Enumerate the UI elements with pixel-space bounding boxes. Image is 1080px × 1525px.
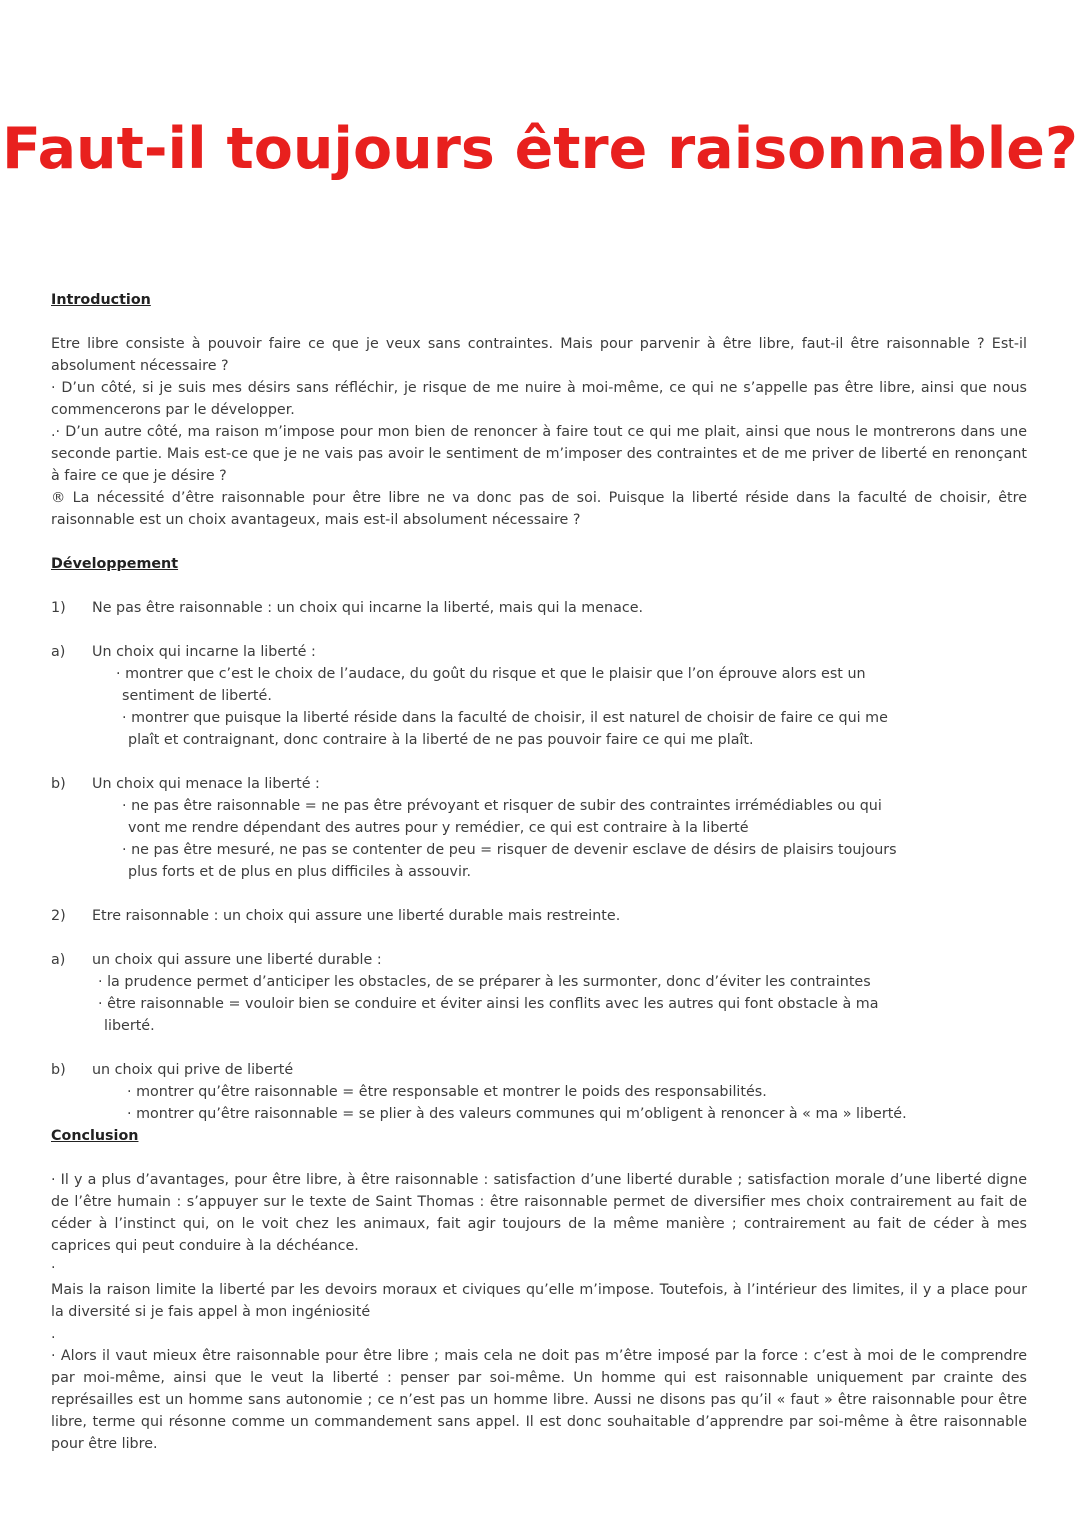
part-2a-heading: [51, 949, 1027, 971]
part-2b-heading: [51, 1059, 1027, 1081]
part-1b-number: b): [51, 776, 66, 792]
part-2a-text: un choix qui assure une liberté durable :: [92, 952, 382, 968]
part-1a-bullet-1: · montrer que c’est le choix de l’audace, du goût du risque et que le plaisir que l’on éprouve alors est un sentiment de liberté.: [116, 666, 866, 704]
part-2b-bullet-2: · montrer qu’être raisonnable = se plier à des valeurs communes qui m’obligent à renoncer à « ma » liberté.: [127, 1106, 907, 1122]
introduction-heading: Introduction: [51, 292, 151, 308]
part-2-number: 2): [51, 908, 66, 924]
part-1b-heading: [51, 773, 1027, 795]
document-body: [51, 289, 1027, 1455]
intro-paragraph-4: ® La nécessité d’être raisonnable pour être libre ne va donc pas de soi. Puisque la liberté réside dans la faculté de choisir, être raisonnable est un choix avantageux, mais est-il absolument nécessaire ?: [51, 490, 1027, 528]
conclusion-paragraph-1: · Il y a plus d’avantages, pour être libre, à être raisonnable : satisfaction d’une liberté durable ; satisfaction morale d’une liberté digne de l’être humain : s’appuyer sur le texte de Saint Thomas : être raisonnable permet de diversifier mes choix contrairement au fait de céder à l’instinct qui, on le voit chez les animaux, fait agir toujours de la même manière ; contrairement au fait de céder à mes caprices qui peut conduire à la déchéance.: [51, 1172, 1027, 1254]
part-1b-text: Un choix qui menace la liberté :: [92, 776, 320, 792]
part-2a-number: a): [51, 952, 66, 968]
page-title: Faut-il toujours être raisonnable?: [1, 116, 1078, 182]
part-1b-bullet-2: · ne pas être mesuré, ne pas se contenter de peu = risquer de devenir esclave de désirs de plaisirs toujours plus forts et de plus en plus difficiles à assouvir.: [122, 842, 897, 880]
intro-paragraph-1: Etre libre consiste à pouvoir faire ce que je veux sans contraintes. Mais pour parvenir à être libre, faut-il être raisonnable ? Est-il absolument nécessaire ?: [51, 336, 1027, 374]
development-heading: Développement: [51, 556, 179, 572]
part-1-heading: [51, 597, 1027, 619]
conclusion-separator-2: .: [51, 1326, 56, 1342]
part-1-number: 1): [51, 600, 66, 616]
conclusion-paragraph-3: · Alors il vaut mieux être raisonnable pour être libre ; mais cela ne doit pas m’être imposé par la force : c’est à moi de le comprendre par moi-même, ainsi que le veut la liberté : penser par soi-même. Un homme qui est raisonnable uniquement par crainte des représailles est un homme sans autonomie ; ce n’est pas un homme libre. Aussi ne disons pas qu’il « faut » être raisonnable pour être libre, terme qui résonne comme un commandement sans appel. Il est donc souhaitable d’apprendre par soi-même à être raisonnable pour être libre.: [51, 1348, 1027, 1452]
conclusion-separator-1: ·: [51, 1260, 56, 1276]
intro-paragraph-3: .· D’un autre côté, ma raison m’impose pour mon bien de renoncer à faire tout ce qui me plait, ainsi que nous le montrerons dans une seconde partie. Mais est-ce que je ne vais pas avoir le sentiment de m’imposer des contraintes et de me priver de liberté en renonçant à faire ce que je désire ?: [51, 424, 1027, 484]
part-1b-bullet-1: · ne pas être raisonnable = ne pas être prévoyant et risquer de subir des contraintes irrémédiables ou qui vont me rendre dépendant des autres pour y remédier, ce qui est contraire à la liberté: [122, 798, 882, 836]
part-2b-bullet-1: · montrer qu’être raisonnable = être responsable et montrer le poids des responsabilités.: [127, 1084, 767, 1100]
part-2a-bullet-1: · la prudence permet d’anticiper les obstacles, de se préparer à les surmonter, donc d’éviter les contraintes: [98, 974, 871, 990]
part-2b-text: un choix qui prive de liberté: [92, 1062, 294, 1078]
part-1-text: Ne pas être raisonnable : un choix qui incarne la liberté, mais qui la menace.: [92, 600, 644, 616]
part-1a-bullet-2: · montrer que puisque la liberté réside dans la faculté de choisir, il est naturel de choisir de faire ce qui me plaît et contraignant, donc contraire à la liberté de ne pas pouvoir faire ce qui me plaît.: [122, 710, 888, 748]
conclusion-heading: Conclusion: [51, 1128, 139, 1144]
part-1a-number: a): [51, 644, 66, 660]
conclusion-paragraph-2: Mais la raison limite la liberté par les devoirs moraux et civiques qu’elle m’impose. Toutefois, à l’intérieur des limites, il y a place pour la diversité si je fais appel à mon ingéniosité: [51, 1282, 1027, 1320]
part-2b-number: b): [51, 1062, 66, 1078]
intro-paragraph-2: · D’un côté, si je suis mes désirs sans réfléchir, je risque de me nuire à moi-même, ce qui ne s’appelle pas être libre, ainsi que nous commencerons par le développer.: [51, 380, 1027, 418]
part-2-text: Etre raisonnable : un choix qui assure une liberté durable mais restreinte.: [92, 908, 621, 924]
part-2a-bullet-2: · être raisonnable = vouloir bien se conduire et éviter ainsi les conflits avec les autres qui font obstacle à ma liberté.: [98, 996, 879, 1034]
part-1a-text: Un choix qui incarne la liberté :: [92, 644, 316, 660]
part-2-heading: [51, 905, 1027, 927]
part-1a-heading: [51, 641, 1027, 663]
